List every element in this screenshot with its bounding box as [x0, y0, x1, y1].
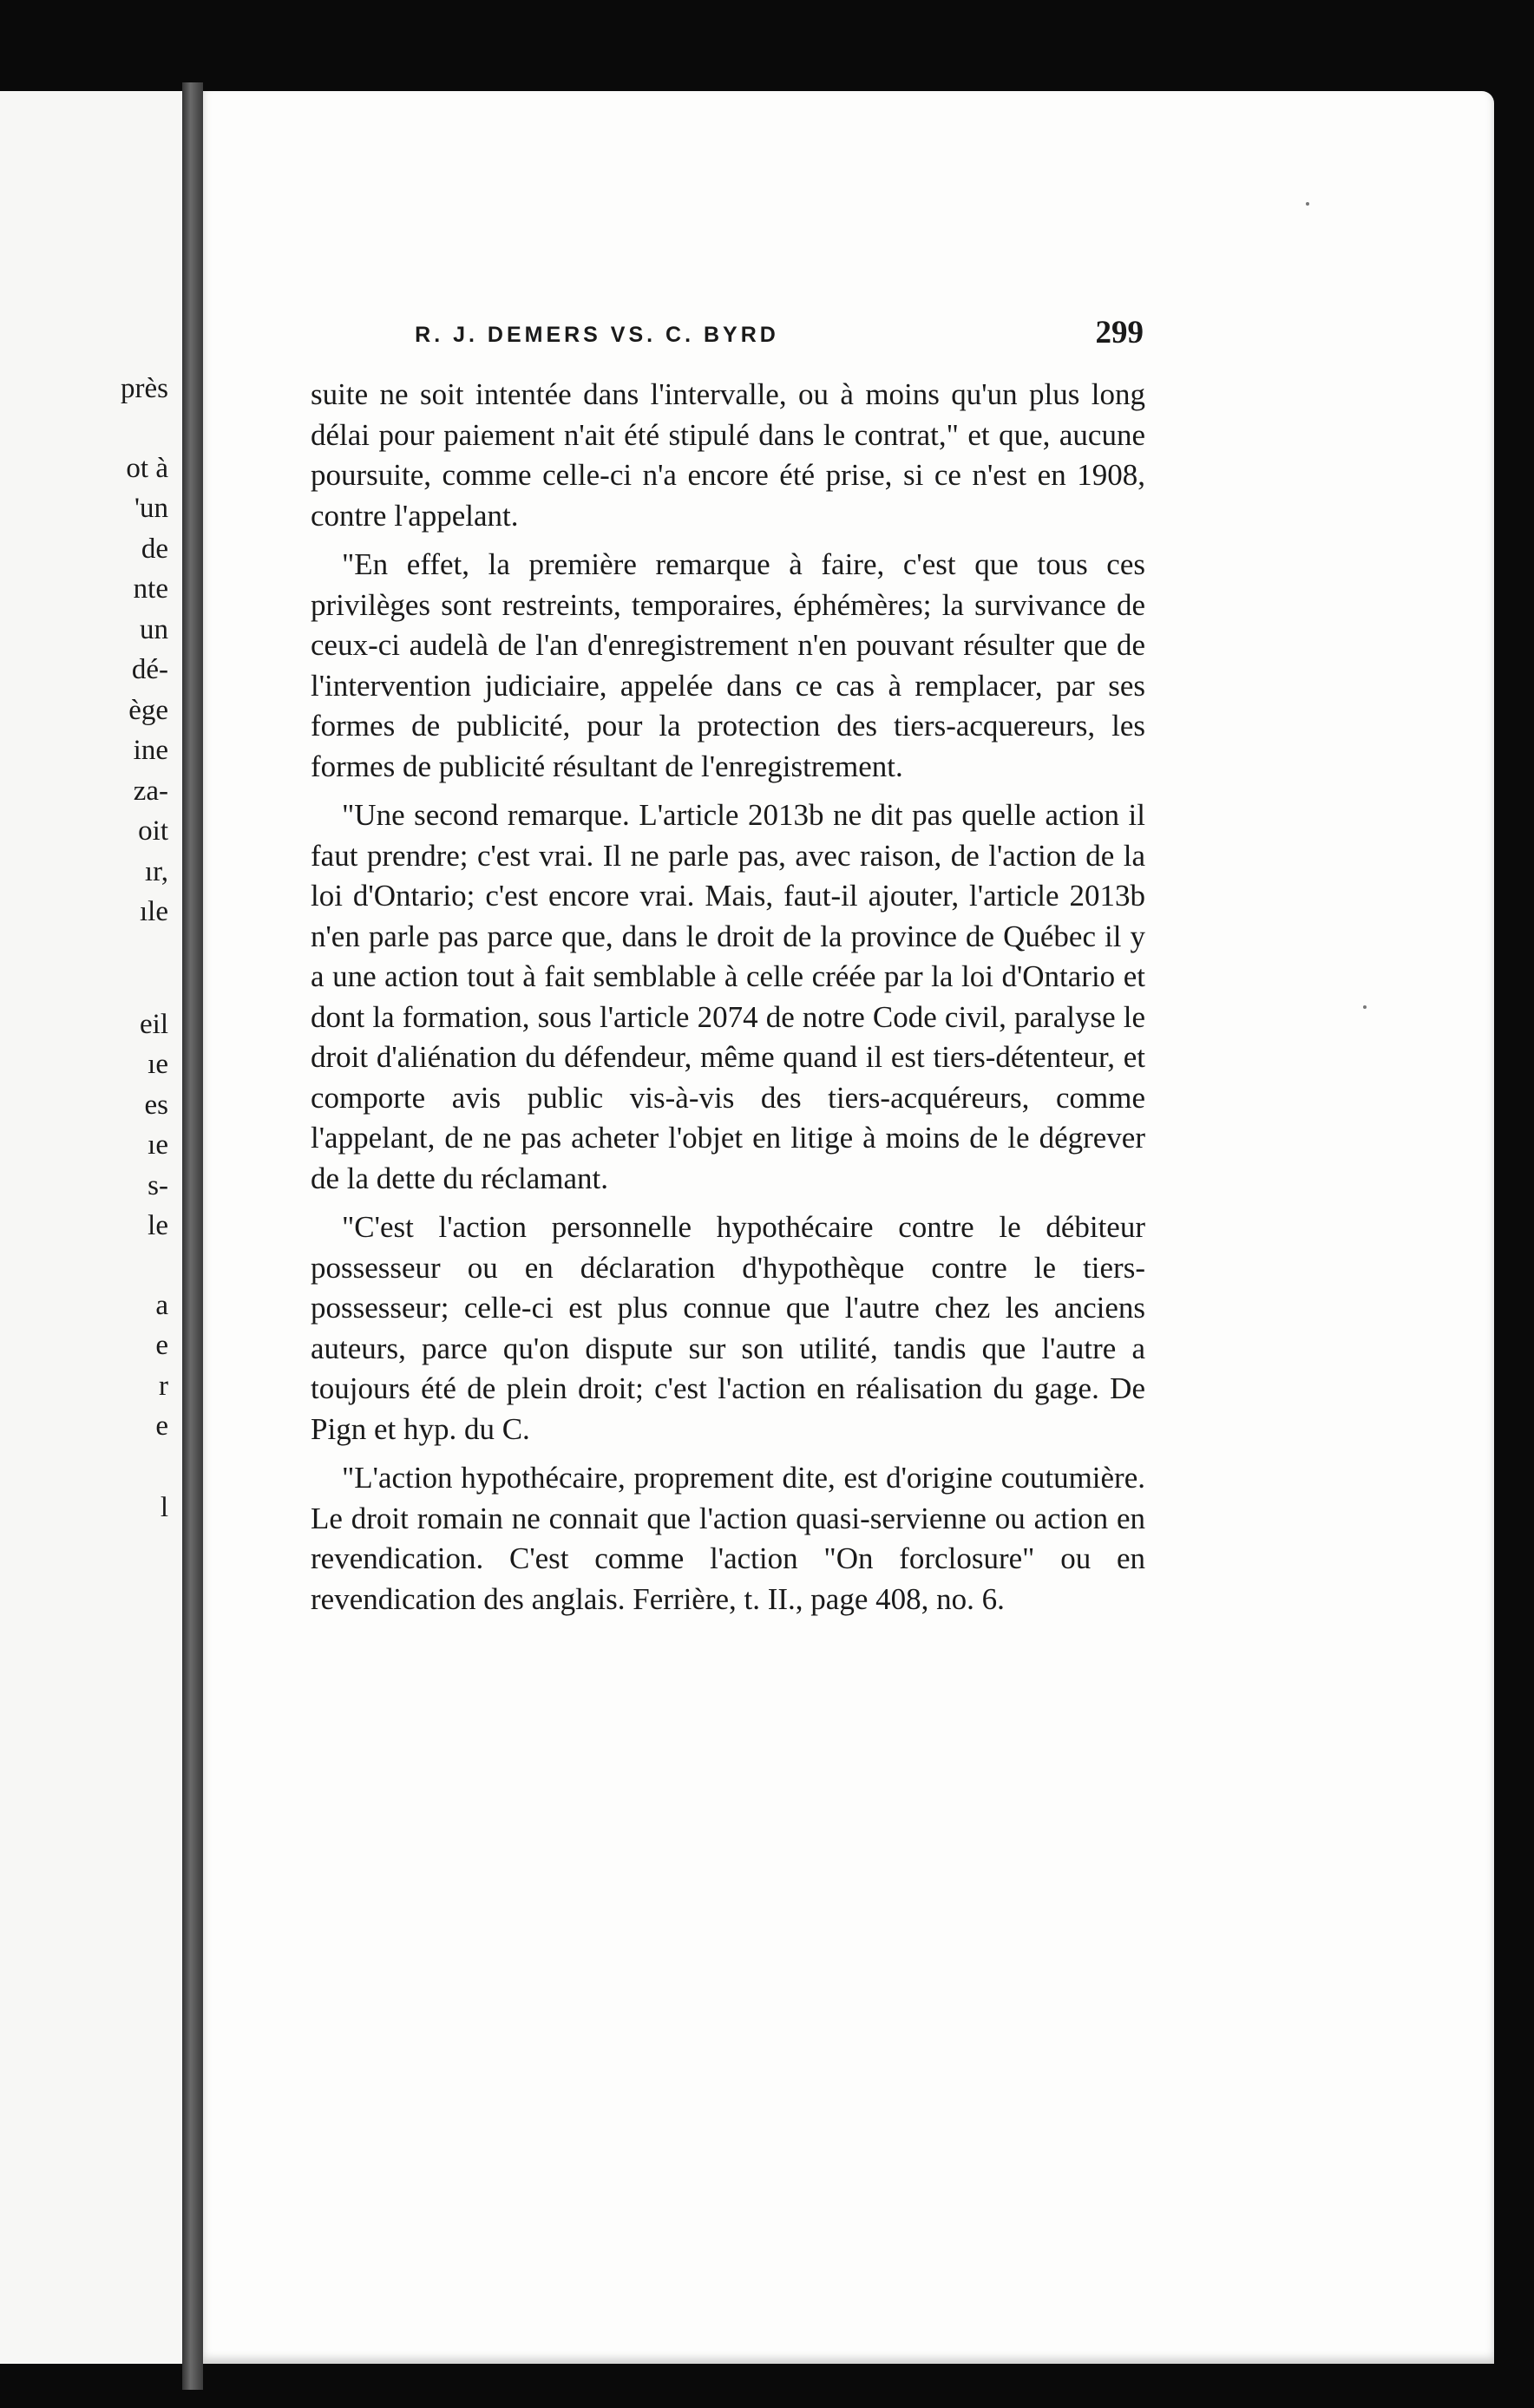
facing-page-line: ine — [133, 735, 168, 766]
facing-page-line: ège — [128, 695, 168, 726]
paragraph: "En effet, la première remarque à faire, c'est que tous ces privilèges sont restreints, temporaires, éphémères; la survivance de ceux-ci audelà de l'an d'enregistrement n'en pouvant résulter que de l'intervention judiciaire, appelée dans ce cas à remplacer, par ses formes de publicité, pour la protection des tiers-acquereurs, les formes de publicité résultant de l'enregistrement. — [311, 547, 1145, 783]
facing-page-line: e — [155, 1330, 168, 1361]
facing-page-line: le — [148, 1210, 168, 1241]
page-number: 299 — [1095, 315, 1144, 350]
facing-page-line: es — [144, 1089, 168, 1121]
facing-page-line: l — [160, 1492, 168, 1523]
paper-speck — [1363, 1005, 1367, 1009]
facing-page-line: nte — [133, 573, 168, 605]
facing-page-line: a — [155, 1290, 168, 1321]
page-header — [328, 314, 1145, 366]
page-body — [311, 375, 1145, 1628]
facing-page-line: za- — [133, 775, 168, 807]
facing-page-line: ıle — [140, 896, 168, 927]
facing-page-line: de — [141, 533, 168, 565]
facing-page-line: r — [159, 1371, 168, 1402]
facing-page-line: un — [140, 614, 168, 645]
facing-page-line: 'un — [134, 493, 168, 524]
paragraph: suite ne soit intentée dans l'intervalle, ou à moins qu'un plus long délai pour paiement n'ait été stipulé dans le contrat," et que, aucune poursuite, comme celle-ci n'a encore été prise, si ce n'est en 1908, contre l'appelant. — [311, 377, 1145, 533]
paragraph: "Une second remarque. L'article 2013b ne dit pas quelle action il faut prendre; c'est vrai. Il ne parle pas, avec raison, de l'action de la loi d'Ontario; c'est encore vrai. Mais, faut-il ajouter, l'article 2013b n'en parle pas parce que, dans le droit de la province de Québec il y a une action tout à fait semblable à celle créée par la loi d'Ontario et dont la formation, sous l'article 2074 de notre Code civil, paralyse le droit d'aliénation du défendeur, même quand il est tiers-détenteur, et comporte avis public vis-à-vis des tiers-acquéreurs, comme l'appelant, de ne pas acheter l'objet en litige à moins de le dégrever de la dette du réclamant. — [311, 798, 1145, 1195]
running-head: R. J. DEMERS VS. C. BYRD — [415, 323, 779, 347]
facing-page-line: oit — [138, 815, 168, 847]
book-gutter — [182, 82, 203, 2390]
paper-speck — [1306, 202, 1309, 206]
facing-page-line: dé- — [131, 654, 168, 685]
facing-page-line: s- — [148, 1170, 168, 1201]
facing-page-line: eil — [140, 1009, 168, 1040]
facing-page-line: ıe — [148, 1129, 168, 1161]
paragraph: "L'action hypothécaire, proprement dite, est d'origine coutumière. Le droit romain ne connait que l'action quasi-servienne ou action en revendication. C'est comme l'action "On forclosure" ou en revendication des anglais. Ferrière, t. II., page 408, no. 6. — [311, 1461, 1145, 1616]
facing-page-line: ır, — [144, 856, 168, 887]
facing-page-line: ıe — [148, 1049, 168, 1080]
facing-page-fragment — [0, 91, 182, 2364]
paragraph: "C'est l'action personnelle hypothécaire contre le débiteur possesseur ou en déclaration d'hypothèque contre le tiers-possesseur; celle-ci est plus connue que l'autre chez les anciens auteurs, parce qu'on dispute sur son utilité, tandis que l'autre a toujours été de plein droit; c'est l'action en réalisation du gage. De Pign et hyp. du C. — [311, 1210, 1145, 1446]
facing-page-line: e — [155, 1410, 168, 1442]
facing-page-line: ot à — [126, 453, 168, 484]
facing-page-line: près — [121, 373, 168, 404]
